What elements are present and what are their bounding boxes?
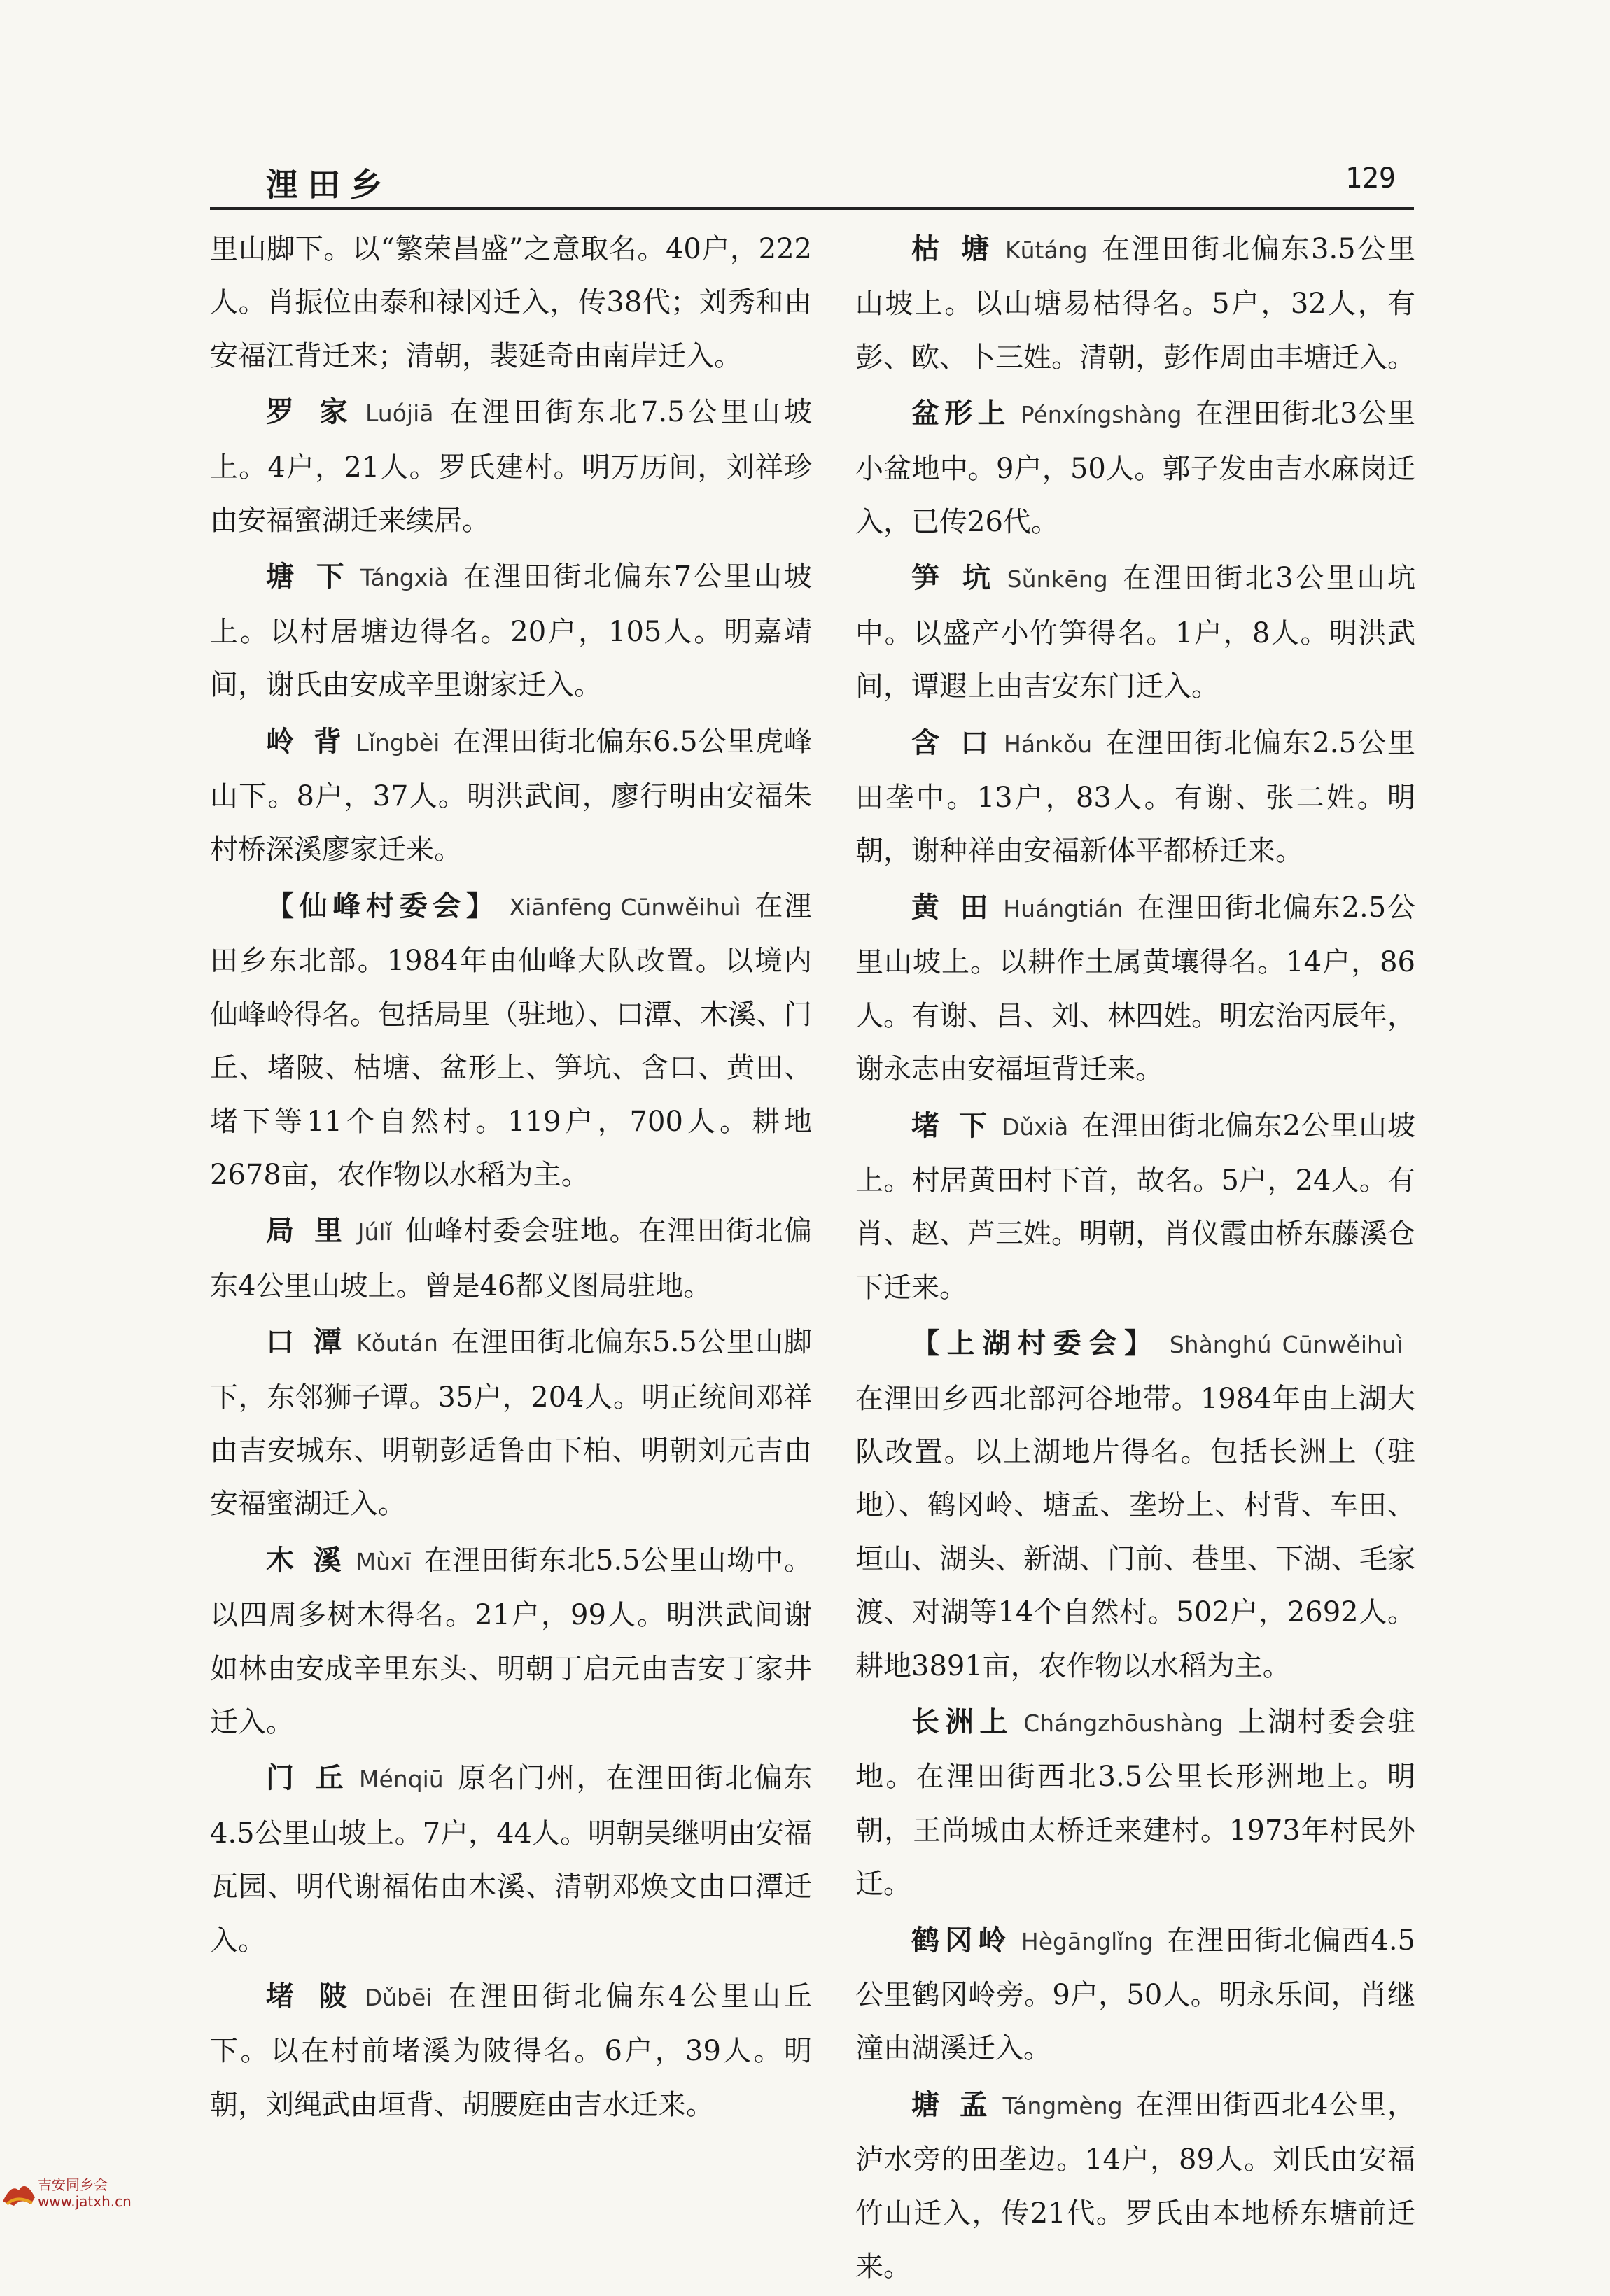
entry-name: 塘 下 [266, 560, 351, 593]
entry-paragraph [210, 1534, 812, 1749]
entry-paragraph [210, 880, 812, 1202]
entry-text: 在浬田街东北7.5公里山坡上。4户，21人。罗氏建村。明万历间，刘祥珍由安福蜜湖迁来续居。 [210, 396, 812, 537]
entry-text: 在浬田乡西北部河谷地带。1984年由上湖大队改置。以上湖地片得名。包括长洲上（驻地）、鹤冈岭、塘孟、垄坋上、村背、车田、垣山、湖头、新湖、门前、巷里、下湖、毛家渡、对湖等14个自然村。502户，2692人。耕地3891亩，农作物以水稻为主。 [855, 1382, 1415, 1682]
entry-paragraph [210, 1970, 812, 2132]
entry-pinyin: Sǔnkēng [1007, 565, 1108, 593]
right-column [855, 223, 1415, 2296]
watermark-url: www.jatxh.cn [38, 2193, 132, 2210]
entry-text: 在浬田街北偏东5.5公里山脚下，东邻狮子谭。35户，204人。明正统间邓祥由吉安城东、明朝彭适鲁由下柏、明朝刘元吉由安福蜜湖迁入。 [210, 1326, 812, 1521]
entry-text: 在浬田街北偏东2公里山坡上。村居黄田村下首，故名。5户，24人。有肖、赵、芦三姓。明朝，肖仪霞由桥东藤溪仓下迁来。 [855, 1109, 1415, 1304]
left-column [210, 223, 812, 2134]
entry-name: 鹤冈岭 [911, 1923, 1011, 1957]
entry-text: 仙峰村委会驻地。在浬田街北偏东4公里山坡上。曾是46都义图局驻地。 [210, 1215, 813, 1302]
entry-paragraph [855, 717, 1415, 878]
running-title: 浬田乡 [266, 166, 392, 204]
entry-pinyin: Hègānglǐng [1021, 1927, 1154, 1955]
header-rule [210, 207, 1414, 210]
entry-pinyin: Luójiā [365, 400, 434, 428]
entry-paragraph [855, 551, 1415, 713]
entry-paragraph [855, 1317, 1415, 1693]
entry-name: 木 溪 [266, 1543, 346, 1577]
entry-pinyin: Ménqiū [359, 1766, 444, 1794]
entry-paragraph [855, 387, 1415, 549]
entry-pinyin: Huángtián [1003, 894, 1124, 922]
page-number: 129 [1345, 162, 1396, 195]
entry-pinyin: Dǔbēi [364, 1984, 433, 2011]
entry-name: 口 潭 [266, 1325, 347, 1359]
entry-text: 里山脚下。以“繁荣昌盛”之意取名。40户，222人。肖振位由泰和禄冈迁入，传38代；刘秀和由安福江背迁来；清朝，裴延奇由南岸迁入。 [210, 233, 812, 372]
entry-pinyin: Hánkǒu [1004, 730, 1093, 758]
entry-pinyin: Tángmèng [1002, 2092, 1123, 2120]
entry-pinyin: Mùxī [356, 1547, 411, 1575]
entry-text: 在浬田街北偏东7公里山坡上。以村居塘边得名。20户，105人。明嘉靖间，谢氏由安成辛里谢家迁入。 [210, 561, 812, 702]
entry-name: 【上湖村委会】 [911, 1327, 1160, 1360]
running-header [210, 160, 1414, 202]
entry-text: 在浬田街西北4公里，泸水旁的田垄边。14户，89人。刘氏由安福竹山迁入，传21代。罗氏由本地桥东塘前迁来。 [855, 2088, 1415, 2283]
entry-name: 门 丘 [266, 1761, 349, 1795]
entry-text: 在浬田街北偏东4公里山丘下。以在村前堵溪为陂得名。6户，39人。明朝，刘绳武由垣背、胡腰庭由吉水迁来。 [210, 1980, 812, 2121]
entry-name: 含 口 [911, 726, 994, 759]
entry-pinyin: Pénxíngshàng [1020, 401, 1182, 429]
entry-name: 罗 家 [266, 395, 356, 429]
entry-paragraph [855, 223, 1415, 384]
entry-name: 堵 下 [911, 1108, 992, 1142]
entry-paragraph [210, 386, 812, 547]
entry-text: 在浬田街北偏西4.5公里鹤冈岭旁。9户，50人。明永乐间，肖继潼由湖溪迁入。 [855, 1924, 1415, 2065]
entry-name: 长洲上 [911, 1705, 1014, 1738]
entry-pinyin: Chángzhōushàng [1023, 1709, 1224, 1737]
entry-pinyin: Júlǐ [357, 1218, 392, 1246]
entry-text: 在浬田街北偏东3.5公里山坡上。以山塘易枯得名。5户，32人，有彭、欧、卜三姓。清朝，彭作周由丰塘迁入。 [855, 233, 1415, 374]
entry-text: 在浬田乡东北部。1984年由仙峰大队改置。以境内仙峰岭得名。包括局里（驻地）、口潭、木溪、门丘、堵陂、枯塘、盆形上、笋坑、含口、黄田、堵下等11个自然村。119户，700人。耕地2678亩，农作物以水稻为主。 [210, 889, 812, 1191]
entry-pinyin: Kūtáng [1004, 237, 1088, 264]
watermark-logo-icon [0, 2176, 38, 2210]
entry-name: 黄 田 [911, 890, 994, 924]
entry-paragraph [855, 2078, 1415, 2294]
watermark-title: 吉安同乡会 [38, 2176, 108, 2193]
entry-name: 局 里 [266, 1214, 348, 1248]
entry-paragraph [210, 223, 812, 383]
entry-text: 在浬田街北偏东2.5公里山坡上。以耕作土属黄壤得名。14户，86人。有谢、吕、刘、林四姓。明宏治丙辰年，谢永志由安福垣背迁来。 [855, 891, 1415, 1086]
entry-pinyin: Xiānfēng Cūnwěihuì [509, 893, 741, 921]
entry-paragraph [855, 1696, 1415, 1911]
entry-pinyin: Shànghú Cūnwěihuì [1169, 1331, 1403, 1359]
entry-name: 笋 坑 [911, 561, 997, 595]
entry-name: 岭 背 [266, 724, 346, 758]
entry-name: 枯 塘 [911, 232, 995, 265]
entry-paragraph [855, 1914, 1415, 2076]
entry-text: 在浬田街北偏东2.5公里田垄中。13户，83人。有谢、张二姓。明朝，谢种祥由安福新体平都桥迁来。 [855, 726, 1415, 868]
watermark [0, 2176, 132, 2210]
entry-name: 堵 陂 [266, 1980, 355, 2013]
entry-pinyin: Kǒután [356, 1330, 438, 1358]
entry-text: 在浬田街北偏东6.5公里虎峰山下。8户，37人。明洪武间，廖行明由安福朱村桥深溪廖家迁来。 [210, 725, 812, 866]
entry-paragraph [855, 881, 1415, 1097]
entry-name: 盆形上 [911, 397, 1011, 430]
entry-paragraph [210, 715, 812, 877]
entry-pinyin: Lǐngbèi [356, 728, 440, 756]
entry-pinyin: Dǔxià [1002, 1113, 1069, 1141]
entry-text: 上湖村委会驻地。在浬田街西北3.5公里长形洲地上。明朝，王尚城由太桥迁来建村。1973年村民外迁。 [855, 1705, 1415, 1901]
entry-paragraph [210, 1316, 812, 1531]
entry-text: 原名门州，在浬田街北偏东4.5公里山坡上。7户，44人。明朝吴继明由安福瓦园、明代谢福佑由木溪、清朝邓焕文由口潭迁入。 [210, 1762, 812, 1957]
entry-name: 塘 孟 [911, 2087, 993, 2121]
entry-text: 在浬田街北3公里山坑中。以盛产小竹笋得名。1户，8人。明洪武间，谭遐上由吉安东门迁入。 [855, 562, 1415, 703]
entry-pinyin: Tángxià [360, 564, 449, 592]
entry-paragraph [210, 550, 812, 712]
entry-paragraph [210, 1752, 812, 1967]
entry-paragraph [855, 1099, 1415, 1315]
entry-text: 在浬田街北3公里小盆地中。9户，50人。郭子发由吉水麻岗迁入，已传26代。 [855, 397, 1416, 539]
entry-name: 【仙峰村委会】 [266, 889, 500, 922]
entry-paragraph [210, 1204, 812, 1313]
entry-text: 在浬田街东北5.5公里山坳中。以四周多树木得名。21户，99人。明洪武间谢如林由安成辛里东头、明朝丁启元由吉安丁家井迁入。 [210, 1544, 812, 1738]
